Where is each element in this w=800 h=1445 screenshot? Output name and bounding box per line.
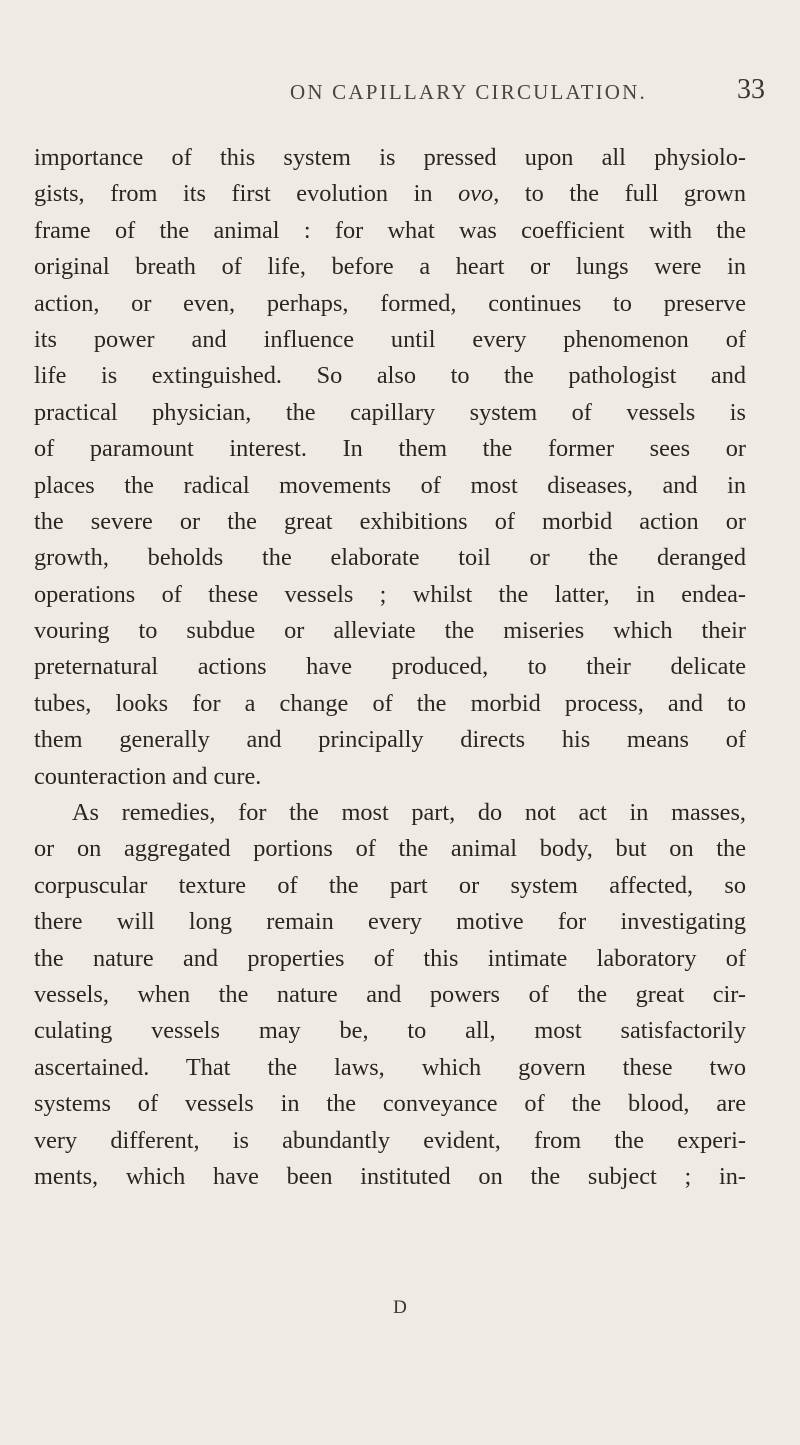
text-line: very different, is abundantly evident, from the experi- [34,1126,746,1154]
text-line: of paramount interest. In them the former sees or [34,435,746,463]
text-line: corpuscular texture of the part or system affected, so [34,871,746,899]
text-line: action, or even, perhaps, formed, continues to preserve [34,289,746,317]
text-line: importance of this system is pressed upon all physiolo- [34,144,746,171]
text-line: them generally and principally directs his means of [34,726,746,754]
paragraph-end-line: counteraction and cure. [34,762,262,790]
text-line: the nature and properties of this intimate laboratory of [34,944,746,972]
text-line: or on aggregated portions of the animal body, but on the [34,835,746,863]
italic-term: ovo [458,180,494,208]
text-line: culating vessels may be, to all, most satisfactorily [34,1017,746,1045]
text-line: frame of the animal : for what was coefficient with the [34,216,746,244]
page-number: 33 [737,74,765,105]
text-line: the severe or the great exhibitions of morbid action or [34,507,746,535]
signature-mark: D [393,1297,407,1318]
text-line: life is extinguished. So also to the pathologist and [34,362,746,390]
text-line: ascertained. That the laws, which govern these two [34,1053,746,1081]
text-line: gists, from its first evolution in ovo, to the full grown [34,180,746,208]
text-line: practical physician, the capillary system of vessels is [34,398,746,426]
paragraph-start-line: As remedies, for the most part, do not act in masses, [72,799,746,827]
text-line: ments, which have been instituted on the subject ; in- [34,1162,746,1190]
text-line: there will long remain every motive for investigating [34,908,746,936]
text-line: vessels, when the nature and powers of the great cir- [34,980,746,1008]
text-line: original breath of life, before a heart or lungs were in [34,253,746,281]
text-line: tubes, looks for a change of the morbid process, and to [34,689,746,717]
text-line: operations of these vessels ; whilst the latter, in endea- [34,580,746,608]
text-line: vouring to subdue or alleviate the miseries which their [34,617,746,645]
text-line: preternatural actions have produced, to their delicate [34,653,746,681]
running-head: ON CAPILLARY CIRCULATION. [290,80,647,104]
body-text [34,140,746,1195]
text-line: its power and influence until every phenomenon of [34,325,746,353]
text-line: growth, beholds the elaborate toil or the deranged [34,544,746,572]
text-line: places the radical movements of most diseases, and in [34,471,746,499]
page-header [0,74,800,120]
text-line: systems of vessels in the conveyance of the blood, are [34,1090,746,1118]
